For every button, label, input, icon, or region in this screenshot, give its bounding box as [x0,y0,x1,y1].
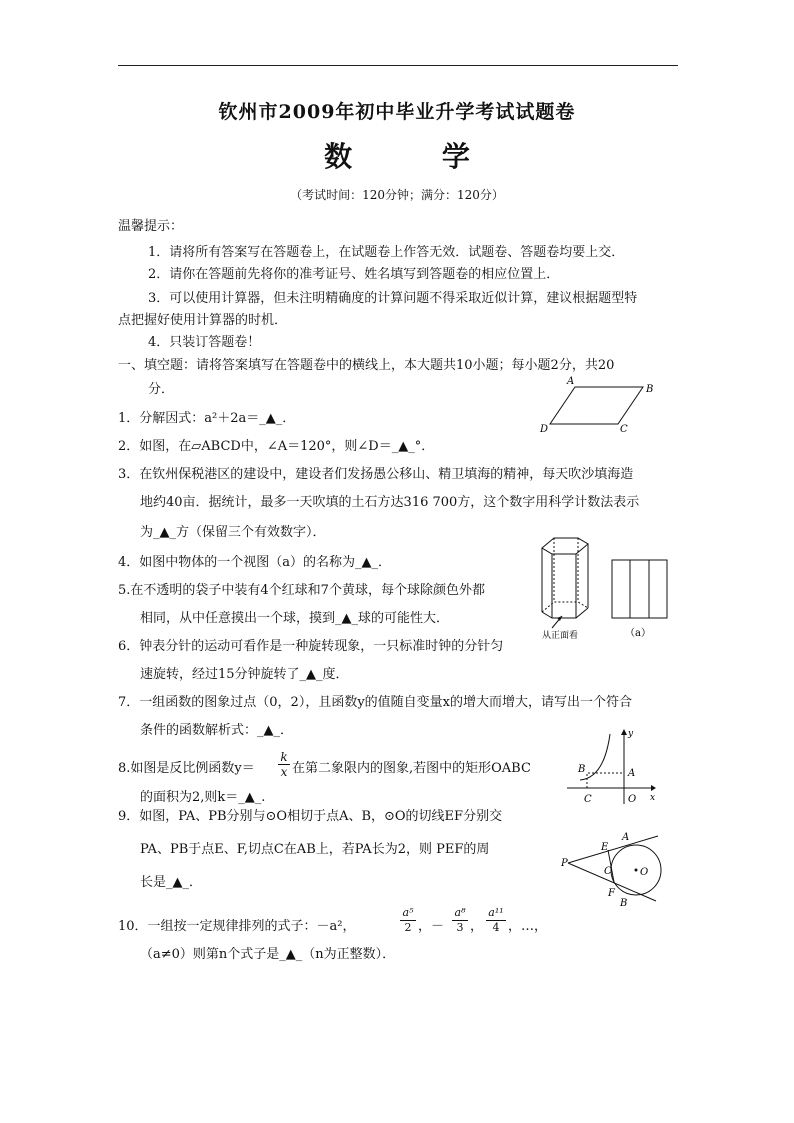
fraction-2-denominator: 3 [452,920,468,935]
label-b: B [620,898,628,908]
question-10-fraction-3 [486,906,506,935]
label-b: B [578,764,586,775]
question-5-line-1: 5.在不透明的袋子中装有4个红球和7个黄球，每个球除颜色外都 [118,583,485,598]
label-b: B [646,384,654,395]
question-8-fraction-numerator: k [280,750,288,764]
subject-title: 数 学 [324,140,510,173]
parallelogram-figure [535,372,665,434]
fraction-3-denominator: 4 [486,920,506,935]
tip-item-1: 1．请将所有答案写在答题卷上，在试题卷上作答无效．试题卷、答题卷均要上交． [148,245,625,260]
label-o: O [628,794,637,805]
question-10-fraction-1 [400,906,416,935]
question-4: 4．如图中物体的一个视图（a）的名称为_▲_． [118,555,392,570]
question-7-line-2: 条件的函数解析式：_▲_． [140,723,293,738]
exam-title: 钦州市2009年初中毕业升学考试试题卷 [218,101,576,123]
question-10-line-1a: 10．一组按一定规律排列的式子：－a²， [118,919,356,934]
label-f: F [608,888,615,899]
tips-heading: 温馨提示： [118,219,184,234]
label-c: C [604,866,612,877]
label-y: y [628,729,634,739]
question-10-sep-2: ， [470,919,484,934]
question-10-fraction-2 [452,906,468,935]
question-6-line-2: 速旋转，经过15分钟旋转了_▲_度． [140,667,349,682]
section-heading-cont: 分． [148,382,175,397]
label-p: P [561,858,568,869]
label-x: x [650,793,656,803]
hyperbola-figure [562,726,662,808]
tip-item-2: 2．请你在答题前先将你的准考证号、姓名填写到答题卷的相应位置上． [148,267,560,282]
y-axis-arrow [621,729,627,735]
question-8-fraction-denominator: x [278,764,290,779]
tip-item-4: 4．只装订答题卷！ [148,335,261,350]
prism-figure [530,530,680,645]
fraction-3-numerator: a¹¹ [488,906,504,919]
label-o: O [640,867,649,878]
center-dot [635,869,638,872]
fraction-2-numerator: a⁸ [454,906,466,919]
question-9-line-1: 9．如图，PA、PB分别与⊙O相切于点A、B，⊙O的切线EF分别交 [118,809,503,824]
question-10-line-2: （a≠0）则第n个式子是_▲_（n为正整数）． [140,947,396,962]
question-10-sep-1: ，－ [418,919,445,934]
question-8-line-2: 的面积为2,则k＝_▲_. [140,790,266,805]
question-3-line-3: 为_▲_方（保留三个有效数字）． [140,525,326,540]
label-c: C [620,424,628,434]
prism-shape [542,538,588,618]
tip-item-3-cont: 点把握好使用计算器的时机． [118,313,288,328]
question-8-line-1b: 在第二象限内的图象,若图中的矩形OABC [292,761,531,776]
top-rule [118,65,678,66]
question-10-tail: ，…， [508,919,548,934]
question-2: 2．如图，在▱ABCD中，∠A＝120°，则∠D＝_▲_°． [118,439,435,454]
circle-figure [558,828,668,908]
question-9-line-2: PA、PB于点E、F,切点C在AB上，若PA长为2，则 PEF的周 [140,842,490,857]
section-heading: 一、填空题：请将答案填写在答题卷中的横线上，本大题共10小题；每小题2分，共20 [118,358,615,373]
label-d: D [540,424,549,434]
question-3-line-2: 地约40亩．据统计，最多一天吹填的土石方达316 700方，这个数字用科学计数法表示 [140,495,640,510]
fraction-1-denominator: 2 [400,920,416,935]
fraction-1-numerator: a⁵ [402,906,414,919]
tip-item-3: 3．可以使用计算器，但未注明精确度的计算问题不得采取近似计算，建议根据题型特 [148,291,638,306]
parallelogram-shape [550,387,643,424]
question-5-line-2: 相同，从中任意摸出一个球，摸到_▲_球的可能性大． [140,611,449,626]
question-7-line-1: 7．一组函数的图象过点（0，2），且函数y的值随自变量x的增大而增大，请写出一个符合 [118,695,632,710]
view-a-label: （a） [625,628,651,639]
question-9-line-3: 长是_▲_． [140,875,202,890]
tangent-pa [568,836,658,863]
question-3-line-1: 3．在钦州保税港区的建设中，建设者们发扬愚公移山、精卫填海的精神，每天吹沙填海造 [118,467,634,482]
prism-caption: 从正面看 [542,631,579,641]
question-6-line-1: 6．钟表分针的运动可看作是一种旋转现象，一只标准时钟的分针匀 [118,639,504,654]
label-a: A [567,376,575,387]
question-1: 1．分解因式：a²＋2a＝_▲_． [118,411,296,426]
question-8-line-1a: 8.如图是反比例函数y＝ [118,761,255,776]
label-e: E [601,842,609,853]
question-8-fraction [278,750,290,779]
label-a: A [628,768,636,779]
label-a: A [622,832,630,843]
x-axis-arrow [651,785,656,791]
view-a-rectangle [612,560,667,618]
label-c: C [584,794,592,805]
exam-info: （考试时间：120分钟；满分：120分） [290,188,504,202]
